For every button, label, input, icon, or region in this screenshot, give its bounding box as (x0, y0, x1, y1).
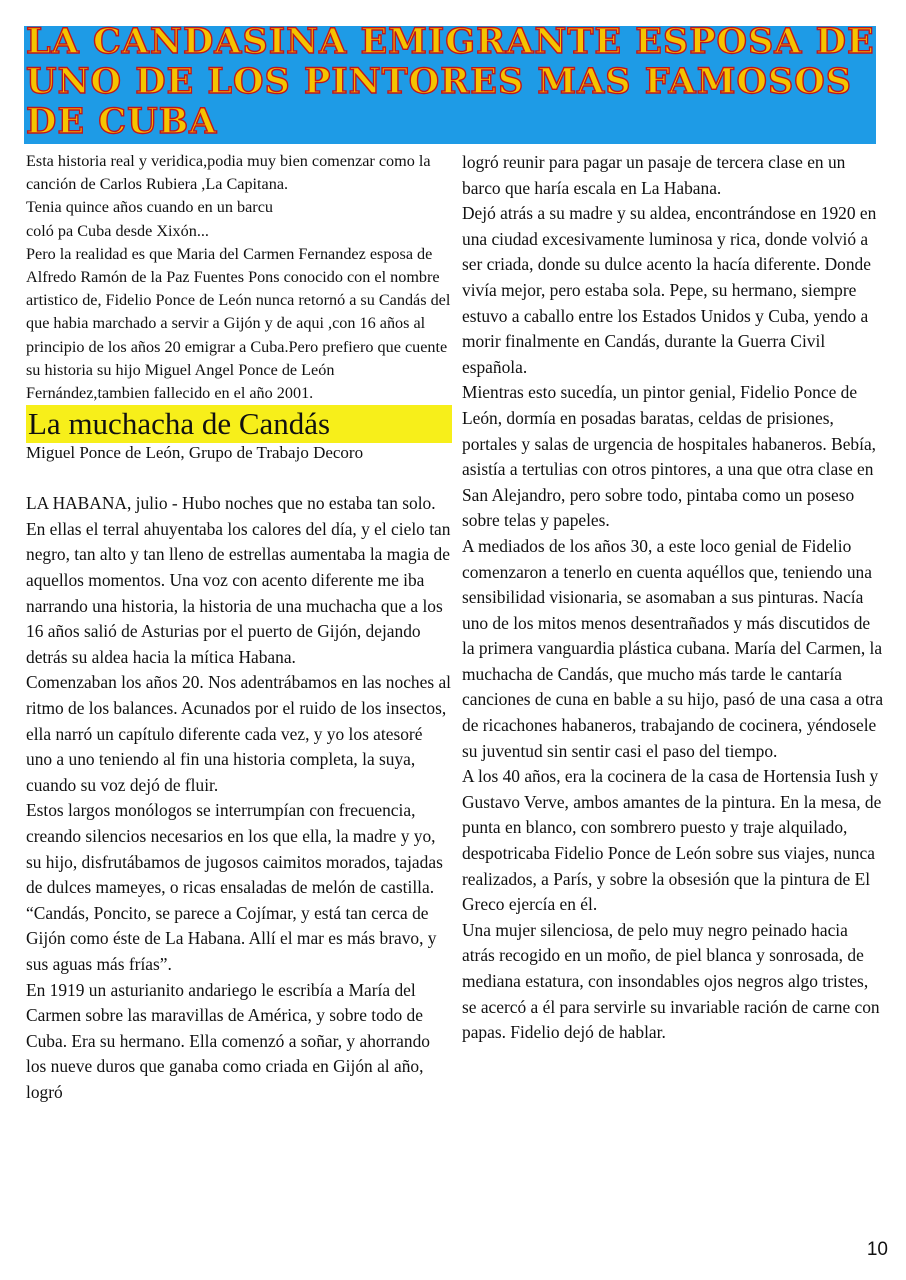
intro-paragraph: Esta historia real y veridica,podia muy bien comenzar como la canción de Carlos Rubiera ,La Capitana. (26, 152, 431, 194)
article-paragraph: En 1919 un asturianito andariego le escribía a María del Carmen sobre las maravillas de América, y sobre todo de Cuba. Era su hermano. Ella comenzó a soñar, y ahorrando los nueve duros que ganaba como criada en Gijón al año, logró (26, 979, 430, 1102)
right-column (462, 150, 884, 1046)
article-paragraph: Mientras esto sucedía, un pintor genial, Fidelio Ponce de León, dormía en posadas baratas, celdas de prisiones, portales y salas de urgencia de hospitales habaneros. Bebía, asistía a tertulias con otros pintores, a una que otra clase en San Alejandro, pero sobre todo, pintaba como un poseso sobre telas y papeles. (462, 382, 877, 531)
intro-text (26, 150, 452, 405)
article-title: La muchacha de Candás (26, 405, 452, 443)
left-column (26, 150, 452, 1105)
intro-paragraph: coló pa Cuba desde Xixón... (26, 221, 209, 240)
article-paragraph: A mediados de los años 30, a este loco genial de Fidelio comenzaron a tenerlo en cuenta aquéllos que, teniendo una sensibilidad visionaria, se asomaban a sus pinturas. Nacía uno de los mitos menos desentrañados y más discutidos de la primera vanguardia plástica cubana. María del Carmen, la muchacha de Candás, que mucho más tarde le cantaría canciones de cuna en bable a su hijo, pasó de una casa a otra de ricachones habaneros, trabajando de cocinera, yéndosele su juventud sin sentir casi el paso del tiempo. (462, 535, 884, 761)
article-paragraph: A los 40 años, era la cocinera de la casa de Hortensia Iush y Gustavo Verve, ambos amantes de la pintura. En la mesa, de punta en blanco, con sombrero puesto y traje alquilado, despotricaba Fidelio Ponce de León sobre sus viajes, nunca realizados, a París, y sobre la obsesión que la pintura de El Greco ejercía en él. (462, 766, 882, 915)
article-paragraph: “Candás, Poncito, se parece a Cojímar, y está tan cerca de Gijón como éste de La Habana. Allí el mar es más bravo, y sus aguas más frías”. (26, 902, 437, 974)
page-title: LA CANDASINA EMIGRANTE ESPOSA DE UNO DE LOS PINTORES MAS FAMOSOS DE CUBA (26, 21, 875, 142)
article-paragraph: LA HABANA, julio - Hubo noches que no estaba tan solo. En ellas el terral ahuyentaba los calores del día, y el cielo tan negro, tan alto y tan lleno de estrellas aumentaba la magia de aquellos momentos. Una voz con acento diferente me iba narrando una historia, la historia de una muchacha que a los 16 años salió de Asturias por el puerto de Gijón, dejando detrás su aldea hacia la mítica Habana. (26, 493, 451, 667)
article-paragraph: Una mujer silenciosa, de pelo muy negro peinado hacia atrás recogido en un moño, de piel blanca y sonrosada, de mediana estatura, con insondables ojos negros algo tristes, se acercó a él para servirle su invariable ración de carne con papas. Fidelio dejó de hablar. (462, 919, 880, 1043)
article-paragraph: Dejó atrás a su madre y su aldea, encontrándose en 1920 en una ciudad excesivamente luminosa y rica, donde volvió a ser criada, donde su dulce acento la hacía diferente. Donde vivía mejor, pero estaba sola. Pepe, su hermano, siempre estuvo a caballo entre los Estados Unidos y Cuba, yendo a morir finalmente en Candás, durante la Guerra Civil española. (462, 203, 877, 377)
article-paragraph: Comenzaban los años 20. Nos adentrábamos en las noches al ritmo de los balances. Acunados por el ruido de los insectos, ella narró un capítulo diferente cada vez, y yo los atesoré uno a uno teniendo al fin una historia completa, la suya, cuando su voz dejó de fluir. (26, 672, 451, 795)
article-paragraph: logró reunir para pagar un pasaje de tercera clase en un barco que haría escala en La Habana. (462, 152, 846, 198)
intro-paragraph: Pero la realidad es que Maria del Carmen Fernandez esposa de Alfredo Ramón de la Paz Fuentes Pons conocido con el nombre artistico de, Fidelio Ponce de León nunca retornó a su Candás del que habia marchado a servir a Gijón y de aqui ,con 16 años al principio de los años 20 emigrar a Cuba.Pero prefiero que cuente su historia su hijo Miguel Angel Ponce de León Fernández,tambien fallecido en el año 2001. (26, 244, 451, 403)
intro-paragraph: Tenia quince años cuando en un barcu (26, 198, 273, 217)
page-number: 10 (866, 1239, 888, 1260)
article-paragraph: Estos largos monólogos se interrumpían con frecuencia, creando silencios necesarios en los que ella, la madre y yo, su hijo, disfrutábamos de jugosos caimitos morados, tajadas de dulces mameyes, o ricas ensaladas de melón de castilla. (26, 800, 443, 898)
article-byline: Miguel Ponce de León, Grupo de Trabajo Decoro (26, 443, 364, 463)
